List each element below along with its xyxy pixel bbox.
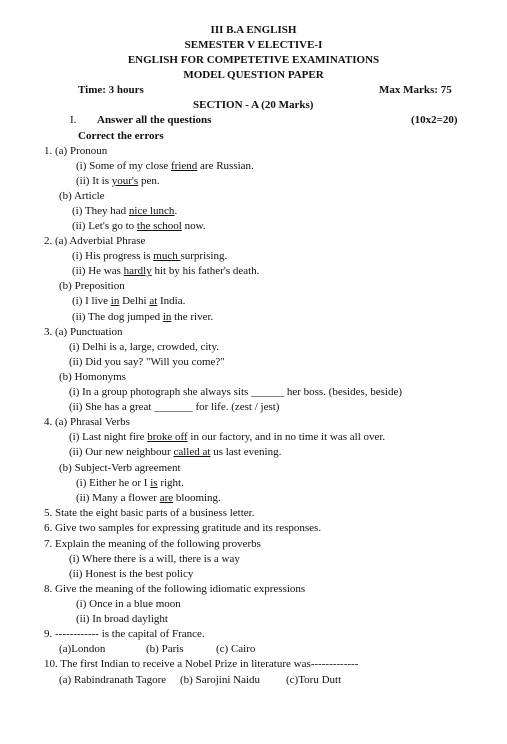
q10-option-a: (a) Rabindranath Tagore <box>59 674 167 686</box>
part-marks: (10x2=20) <box>411 114 458 126</box>
q2a-i: (i) His progress is much surprising. <box>72 250 228 262</box>
max-marks-label: Max Marks: 75 <box>379 84 452 96</box>
section-heading: SECTION - A (20 Marks) <box>193 99 314 111</box>
q1b-i: (i) They had nice lunch. <box>72 205 178 217</box>
q3b-ii: (ii) She has a great _______ for life. (zest / jest) <box>69 401 280 413</box>
time-label: Time: 3 hours <box>78 84 144 96</box>
part-roman: I. <box>70 114 77 126</box>
q3a-ii: (ii) Did you say? "Will you come?" <box>69 356 225 368</box>
q4a-ii: (ii) Our new neighbour called at us last evening. <box>69 446 282 458</box>
q7-i: (i) Where there is a will, there is a way <box>69 553 240 565</box>
header-title: III B.A ENGLISH <box>210 24 297 36</box>
q1a-heading: 1. (a) Pronoun <box>44 145 108 157</box>
q1b-heading: (b) Article <box>59 190 105 202</box>
q10-option-c: (c)Toru Dutt <box>286 674 342 686</box>
q3b-i: (i) In a group photograph she always sits ______ her boss. (besides, beside) <box>69 386 402 398</box>
q1a-ii: (ii) It is your's pen. <box>76 175 160 187</box>
subheading: Correct the errors <box>78 130 164 142</box>
q3b-heading: (b) Homonyms <box>59 371 126 383</box>
q4b-i: (i) Either he or I is right. <box>76 477 184 489</box>
q2a-heading: 2. (a) Adverbial Phrase <box>44 235 146 247</box>
part-instruction: Answer all the questions <box>97 114 212 126</box>
q1a-i: (i) Some of my close friend are Russian. <box>76 160 254 172</box>
q2b-heading: (b) Preposition <box>59 280 125 292</box>
q4b-heading: (b) Subject-Verb agreement <box>59 462 181 474</box>
q1b-ii: (ii) Let's go to the school now. <box>72 220 206 232</box>
header-course: ENGLISH FOR COMPETETIVE EXAMINATIONS <box>127 54 380 66</box>
q4a-heading: 4. (a) Phrasal Verbs <box>44 416 130 428</box>
header-paper: MODEL QUESTION PAPER <box>183 69 324 81</box>
q9-option-c: (c) Cairo <box>216 643 256 655</box>
q8-text: 8. Give the meaning of the following idiomatic expressions <box>44 583 306 595</box>
q10-option-b: (b) Sarojini Naidu <box>180 674 261 686</box>
q2b-ii: (ii) The dog jumped in the river. <box>72 311 214 323</box>
q10-text: 10. The first Indian to receive a Nobel Prize in literature was------------- <box>44 658 359 670</box>
q6-text: 6. Give two samples for expressing gratitude and its responses. <box>44 522 322 534</box>
q7-ii: (ii) Honest is the best policy <box>69 568 194 580</box>
q2b-i: (i) I live in Delhi at India. <box>72 295 186 307</box>
q7-text: 7. Explain the meaning of the following proverbs <box>44 538 261 550</box>
q8-i: (i) Once in a blue moon <box>76 598 181 610</box>
q9-option-b: (b) Paris <box>146 643 184 655</box>
q4b-ii: (ii) Many a flower are blooming. <box>76 492 221 504</box>
header-semester: SEMESTER V ELECTIVE-I <box>184 39 323 51</box>
q4a-i: (i) Last night fire broke off in our factory, and in no time it was all over. <box>69 431 386 443</box>
q3a-heading: 3. (a) Punctuation <box>44 326 123 338</box>
q9-text: 9. ------------ is the capital of France. <box>44 628 205 640</box>
q9-option-a: (a)London <box>59 643 106 655</box>
q8-ii: (ii) In broad daylight <box>76 613 168 625</box>
q3a-i: (i) Delhi is a, large, crowded, city. <box>69 341 219 353</box>
q2a-ii: (ii) He was hardly hit by his father's death. <box>72 265 260 277</box>
q5-text: 5. State the eight basic parts of a business letter. <box>44 507 255 519</box>
